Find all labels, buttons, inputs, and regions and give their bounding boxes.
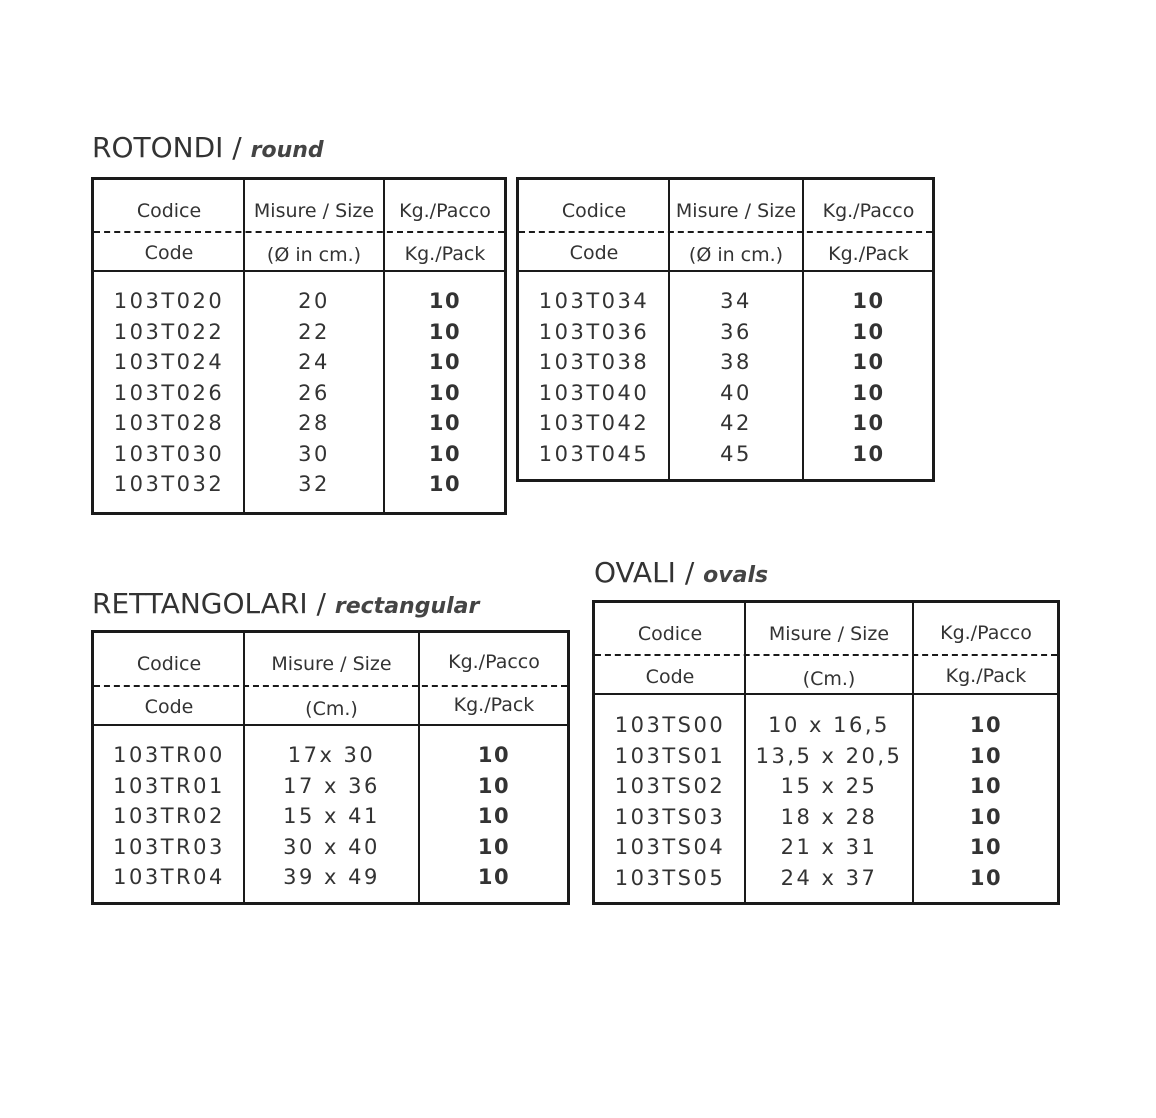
size-cell: 40 [720, 380, 752, 405]
size-cell: 32 [298, 472, 330, 496]
header-codice: Codice [561, 200, 627, 222]
header-dashed-divider [595, 654, 1057, 656]
header-size: Misure / Size [253, 200, 375, 222]
size-cell: 13,5 x 20,5 [755, 743, 903, 768]
pack-cell: 10 [969, 743, 1003, 768]
pack-column [384, 286, 506, 500]
code-cell: 103T036 [538, 319, 650, 344]
pack-cell: 10 [477, 773, 511, 798]
size-column [244, 286, 384, 500]
code-cell: 103T022 [113, 319, 225, 344]
size-column [745, 710, 913, 893]
size-cell: 26 [298, 380, 330, 405]
code-cell: 103T032 [113, 472, 225, 496]
code-cell: 103T042 [538, 411, 650, 435]
pack-cell: 10 [852, 289, 885, 313]
size-cell: 10 x 16,5 [768, 713, 890, 737]
size-column [244, 740, 419, 893]
rotondi-title-main: ROTONDI / [92, 131, 251, 164]
size-cell: 17x 30 [287, 743, 376, 767]
code-cell: 103T038 [538, 350, 650, 374]
header-codice: Codice [136, 200, 202, 222]
header-size-sub: (Cm.) [305, 698, 358, 720]
pack-cell: 10 [428, 380, 462, 405]
header-code: Code [144, 242, 194, 264]
code-cell: 103T028 [113, 411, 225, 435]
pack-cell: 10 [852, 441, 885, 466]
header-size-sub: (Ø in cm.) [266, 244, 362, 266]
rettangolari-title-main: RETTANGOLARI / [92, 587, 335, 620]
code-cell: 103TR03 [113, 834, 225, 859]
header-size: Misure / Size [768, 623, 890, 645]
header-code: Code [144, 696, 194, 718]
pack-cell: 10 [969, 713, 1003, 737]
pack-cell: 10 [428, 319, 462, 344]
code-cell: 103T024 [113, 350, 225, 374]
rotondi-title [92, 131, 324, 164]
header-bottom-divider [94, 270, 504, 272]
rotondi-table-1 [91, 177, 507, 515]
size-cell: 39 x 49 [283, 865, 380, 889]
pack-cell: 10 [428, 441, 462, 466]
header-pacco: Kg./Pacco [448, 651, 540, 673]
header-size: Misure / Size [271, 653, 392, 675]
ovali-table [592, 600, 1060, 905]
pack-cell: 10 [428, 472, 462, 496]
pack-cell: 10 [852, 411, 885, 435]
size-cell: 34 [720, 289, 752, 313]
code-cell: 103TS03 [614, 804, 726, 829]
rettangolari-table [91, 630, 570, 905]
pack-cell: 10 [969, 865, 1003, 890]
code-column [595, 710, 745, 893]
size-cell: 21 x 31 [780, 835, 878, 859]
header-pacco: Kg./Pacco [399, 200, 491, 222]
code-column [94, 286, 244, 500]
pack-cell: 10 [969, 804, 1003, 829]
code-cell: 103TR04 [113, 865, 225, 889]
pack-cell: 10 [969, 835, 1003, 859]
header-pacco: Kg./Pacco [940, 622, 1032, 644]
pack-cell: 10 [428, 289, 462, 313]
pack-cell: 10 [852, 380, 885, 405]
header-dashed-divider [94, 685, 567, 687]
pack-cell: 10 [969, 774, 1003, 798]
header-size: Misure / Size [675, 200, 797, 222]
code-column [519, 286, 669, 469]
size-column [669, 286, 803, 469]
code-cell: 103T045 [538, 441, 650, 466]
size-cell: 28 [298, 411, 330, 435]
ovali-title [594, 556, 769, 589]
header-codice: Codice [136, 653, 202, 675]
pack-cell: 10 [477, 743, 511, 767]
size-cell: 22 [298, 319, 330, 344]
rotondi-title-sub: round [250, 138, 324, 163]
code-cell: 103T034 [538, 289, 650, 313]
header-pack: Kg./Pack [404, 243, 486, 265]
size-cell: 30 [298, 441, 330, 466]
header-size-sub: (Ø in cm.) [688, 244, 784, 266]
code-cell: 103TR02 [113, 804, 225, 828]
header-code: Code [645, 666, 695, 688]
header-dashed-divider [94, 231, 504, 233]
pack-cell: 10 [477, 865, 511, 889]
rettangolari-title-sub: rectangular [334, 594, 480, 619]
size-cell: 15 x 25 [780, 774, 878, 798]
header-bottom-divider [519, 270, 932, 272]
rettangolari-title [92, 587, 480, 620]
size-cell: 24 x 37 [780, 865, 878, 890]
code-cell: 103TS04 [614, 835, 726, 859]
pack-column [803, 286, 934, 469]
header-bottom-divider [94, 724, 567, 726]
code-cell: 103TS00 [614, 713, 726, 737]
pack-column [913, 710, 1059, 893]
pack-cell: 10 [852, 319, 885, 344]
size-cell: 45 [720, 441, 752, 466]
pack-cell: 10 [428, 411, 462, 435]
header-codice: Codice [637, 623, 703, 645]
size-cell: 15 x 41 [283, 804, 380, 828]
code-cell: 103T020 [113, 289, 225, 313]
header-size-sub: (Cm.) [802, 668, 856, 690]
pack-cell: 10 [852, 350, 885, 374]
size-cell: 42 [720, 411, 752, 435]
pack-column [419, 740, 569, 893]
header-code: Code [569, 242, 619, 264]
ovali-title-sub: ovals [703, 563, 769, 588]
code-column [94, 740, 244, 893]
code-cell: 103TR01 [113, 773, 225, 798]
header-pacco: Kg./Pacco [822, 200, 915, 222]
code-cell: 103T030 [113, 441, 225, 466]
code-cell: 103T040 [538, 380, 650, 405]
size-cell: 20 [298, 289, 330, 313]
rotondi-table-2 [516, 177, 935, 482]
header-pack: Kg./Pack [453, 694, 535, 716]
code-cell: 103T026 [113, 380, 225, 405]
code-cell: 103TS05 [614, 865, 726, 890]
header-bottom-divider [595, 693, 1057, 695]
size-cell: 24 [298, 350, 330, 374]
size-cell: 18 x 28 [780, 804, 878, 829]
size-cell: 17 x 36 [283, 773, 380, 798]
size-cell: 36 [720, 319, 752, 344]
header-pack: Kg./Pack [828, 243, 909, 265]
size-cell: 38 [720, 350, 752, 374]
code-cell: 103TR00 [113, 743, 225, 767]
pack-cell: 10 [477, 834, 511, 859]
code-cell: 103TS02 [614, 774, 726, 798]
code-cell: 103TS01 [614, 743, 726, 768]
size-cell: 30 x 40 [283, 834, 380, 859]
header-dashed-divider [519, 231, 932, 233]
pack-cell: 10 [477, 804, 511, 828]
pack-cell: 10 [428, 350, 462, 374]
header-pack: Kg./Pack [945, 665, 1027, 687]
ovali-title-main: OVALI / [594, 556, 704, 589]
